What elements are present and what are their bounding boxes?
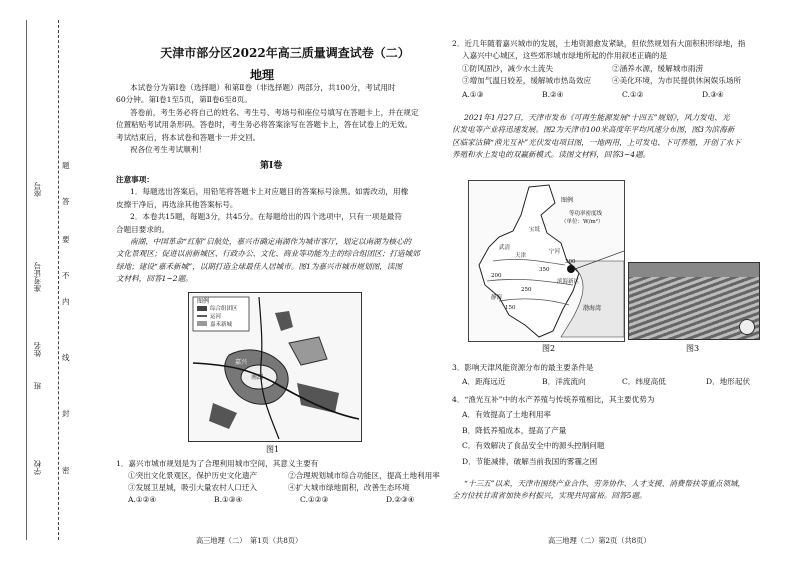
place-label: 静海: [491, 295, 503, 301]
instructions: [116, 82, 419, 156]
note-line: 皮擦干净后，再选涂其他答案标号。: [116, 199, 238, 209]
q2-statement: ①防风固沙，减少水土流失: [462, 64, 554, 73]
class-label: 班: [33, 382, 42, 390]
q1-statement: ③发展卫星城，吸引大量农村人口迁入: [128, 483, 258, 492]
q1-option-d[interactable]: D.②③④: [386, 495, 415, 504]
isoline-value: 300: [565, 259, 576, 265]
note-line: 1．每题选出答案后，用铅笔将答题卡上对应题目的答案标号涂黑。如需改动，用橡: [130, 187, 409, 197]
legend-item: 综合组团区: [210, 306, 238, 312]
passage-line: 区临家沽镇“渔光互补”光伏发电项目图，一地两用，上可发电、下可养殖，开创了水下: [452, 137, 741, 147]
binding-margin: [0, 0, 96, 561]
map2-legend-unit: （单位：W/m²）: [561, 219, 604, 225]
figure-3-photo: [628, 262, 760, 340]
place-label: 滨海新区: [557, 279, 580, 285]
legend-swatch-zone: [197, 306, 207, 311]
figure-1-city-plan: [188, 292, 362, 442]
place-label: 宝坻: [529, 227, 541, 233]
passage-q5: [452, 478, 745, 503]
place-label: 南湖: [251, 374, 264, 381]
passage-line: 伏发电等产业将迅速发展。图2为天津市100米高度年平均风速分布图，图3为滨海新: [452, 125, 735, 135]
part1-title: 第Ⅰ卷: [260, 161, 283, 171]
note-line: 合题目要求的。: [116, 224, 170, 234]
q4-option-a[interactable]: A．有效提高了土地利用率: [462, 410, 552, 420]
isoline-value: 150: [505, 305, 516, 311]
name-label: 姓名: [33, 342, 42, 357]
subject-title: 地理: [250, 68, 275, 82]
question-4: [452, 394, 654, 468]
passage-line: 文材料，回答1~2题。: [116, 274, 193, 284]
watermark-logo: [739, 319, 755, 335]
seal-char: 答: [62, 197, 70, 206]
seal-char: 密: [62, 466, 70, 475]
q4-option-c[interactable]: C．有效解决了食品安全中的源头控制问题: [462, 441, 605, 451]
passage-q1: [116, 236, 420, 286]
place-label: 渤海湾: [583, 305, 602, 312]
project-site-marker: [567, 265, 575, 273]
zone-north: [275, 311, 293, 331]
q3-option-a[interactable]: A．距海远近: [462, 377, 506, 386]
question-3: [452, 362, 751, 386]
seal-char: 线: [62, 353, 70, 362]
q4-option-b[interactable]: B．降低养殖成本，提高了产量: [462, 425, 567, 435]
seal-char: 题: [62, 161, 70, 170]
passage-line: 全方位扶甘肃省加快乡村振兴，实现共同富裕。回答5题。: [452, 491, 647, 501]
water-strip: [629, 263, 759, 277]
q4-option-d[interactable]: D．节能减排，破解当前我国的雾霾之困: [462, 456, 598, 466]
figure-2-caption: 图2: [542, 344, 556, 353]
q2-option-b[interactable]: B.②④: [542, 90, 564, 99]
q2-stem-line: 2．近几年随着嘉兴城市的发展，土地资源愈发紧缺，但依然规划有大面积积形绿地，指: [452, 39, 746, 48]
q3-stem: 3．影响天津风能资源分布的最主要条件是: [452, 363, 594, 372]
question-2: [452, 38, 746, 99]
q3-option-b[interactable]: B．洋流流向: [542, 377, 586, 386]
q1-option-c[interactable]: C.①②③: [300, 495, 329, 504]
seal-char: 不: [62, 271, 70, 280]
passage-line: 文化景观区；促进以前新城区、行政办公、文化、商业等功能为主的综合组团区；打造城郊: [116, 249, 420, 259]
passage-line: 绿地；建设“嘉禾新城”，以期打造全球最佳人居城市。图1为嘉兴市城市规划图，读图: [116, 261, 402, 271]
map2-legend-sub: 等功率密度线: [569, 211, 603, 217]
q1-stem: 1．嘉兴市城市规划是为了合理利用城市空间，其意义主要有: [116, 459, 319, 468]
footer-left: 高三地理（二） 第1页（共8页）: [196, 536, 303, 545]
footer-right: 高三地理（二）第2页（共8页）: [548, 536, 651, 545]
q1-statement: ④扩大城市绿地面积，改善生态环境: [288, 483, 410, 492]
seal-char: 要: [62, 235, 70, 244]
dotted-seal-line: [58, 20, 59, 540]
figure-2-wind-map: [468, 180, 625, 342]
figure-3-caption: 图3: [686, 344, 700, 353]
q2-statement: ②涵养水源，缓解城市雨涝: [612, 64, 704, 73]
seal-char: 封: [62, 409, 70, 418]
q1-option-a[interactable]: A.①②④: [128, 495, 157, 504]
passage-line: 养殖和水上发电的双赢新模式。读图文材料，回答3~4题。: [452, 150, 651, 160]
q2-option-a[interactable]: A.①③: [462, 90, 484, 99]
instruction-line: 本试卷分为第Ⅰ卷（选择题）和第Ⅱ卷（非选择题）两部分，共100分，考试用时: [130, 83, 396, 92]
q2-option-c[interactable]: C.①②: [622, 90, 644, 99]
legend-item: 运河: [210, 314, 222, 320]
q1-option-b[interactable]: B.①③④: [214, 495, 243, 504]
question-1: [116, 458, 440, 504]
place-label: 嘉兴: [235, 359, 248, 366]
wind-speed-map: [469, 181, 624, 341]
seal-char: 内: [62, 297, 70, 306]
isoline-value: 200: [491, 273, 502, 279]
notes-title: 注意事项：: [116, 175, 154, 184]
passage-line: 南湖、中国革命“红船”启航处，嘉兴市确定南湖作为城市客厅，划定以南湖为核心的: [130, 237, 412, 246]
passage-line: “十三五”以来，天津市围绕产业合作、劳务协作、人才支援、消费帮扶等重点领域，: [464, 479, 746, 488]
seat-no-label: 座号: [33, 182, 42, 197]
instruction-line: 60分钟。第Ⅰ卷1至5页，第Ⅱ卷6至8页。: [116, 95, 252, 105]
passage-line: 2021年1月27日，天津市发布《可再生能源发展“十四五”规划》，风力发电、光: [464, 113, 730, 122]
q2-statement: ③增加气温日较差，缓解城市热岛效应: [462, 76, 592, 85]
instruction-line: 祝各位考生考试顺利！: [130, 145, 206, 155]
q2-statement: ④美化环境，为市民提供休闲娱乐场所: [612, 76, 742, 85]
place-label: 宁河: [549, 249, 561, 255]
q1-statement: ①突出文化景观区，保护历史文化遗产: [128, 471, 258, 480]
instruction-line: 答卷前，考生务必将自己的姓名、考生号、考场号和座位号填写在答题卡上，并在规定: [130, 107, 419, 117]
legend-item: 嘉禾新城: [210, 322, 233, 328]
legend-title: 图例: [197, 298, 210, 305]
q3-option-c[interactable]: C．纬度高低: [622, 377, 666, 386]
passage-q3: [452, 112, 741, 162]
exam-no-label: 准考证号: [33, 262, 42, 292]
legend-swatch-newtown: [197, 321, 207, 326]
jiahe-newtown: [289, 337, 327, 365]
q4-stem: 4．“渔光互补”中的水产养殖与传统养殖相比，其主要优势为: [452, 395, 655, 404]
figure-1-caption: 图1: [266, 445, 280, 454]
q2-stem-line: 入嘉兴中心城区，这些郊形城市绿地所起的作用叙述正确的是: [462, 51, 668, 61]
place-label: 天津: [515, 253, 527, 259]
outer-border-line: [26, 20, 27, 540]
instruction-line: 位置粘贴考试用条形码。答卷时，考生务必将答案涂写在答题卡上，答在试卷上的无效。: [116, 120, 413, 130]
note-line: 2．本卷共15题，每题3分，共45分。在每题给出的四个选项中，只有一项是最符: [130, 212, 402, 222]
q3-option-d[interactable]: D．地形起伏: [706, 377, 751, 386]
notes: [116, 174, 408, 236]
map2-legend-title: 图例: [561, 197, 574, 204]
exam-title: 天津市部分区2022年高三质量调查试卷（二）: [160, 46, 410, 60]
zone-southwest: [209, 403, 237, 429]
q2-option-d[interactable]: D.③④: [702, 90, 724, 99]
instruction-line: 考试结束后，将本试卷和答题卡一并交回。: [116, 132, 261, 142]
school-label: 学校: [33, 460, 42, 475]
isoline-value: 350: [539, 267, 550, 273]
isoline-value: 250: [521, 287, 532, 293]
q1-statement: ②合理规划城市综合功能区，提高土地利用率: [288, 471, 440, 480]
place-label: 武清: [499, 245, 511, 251]
